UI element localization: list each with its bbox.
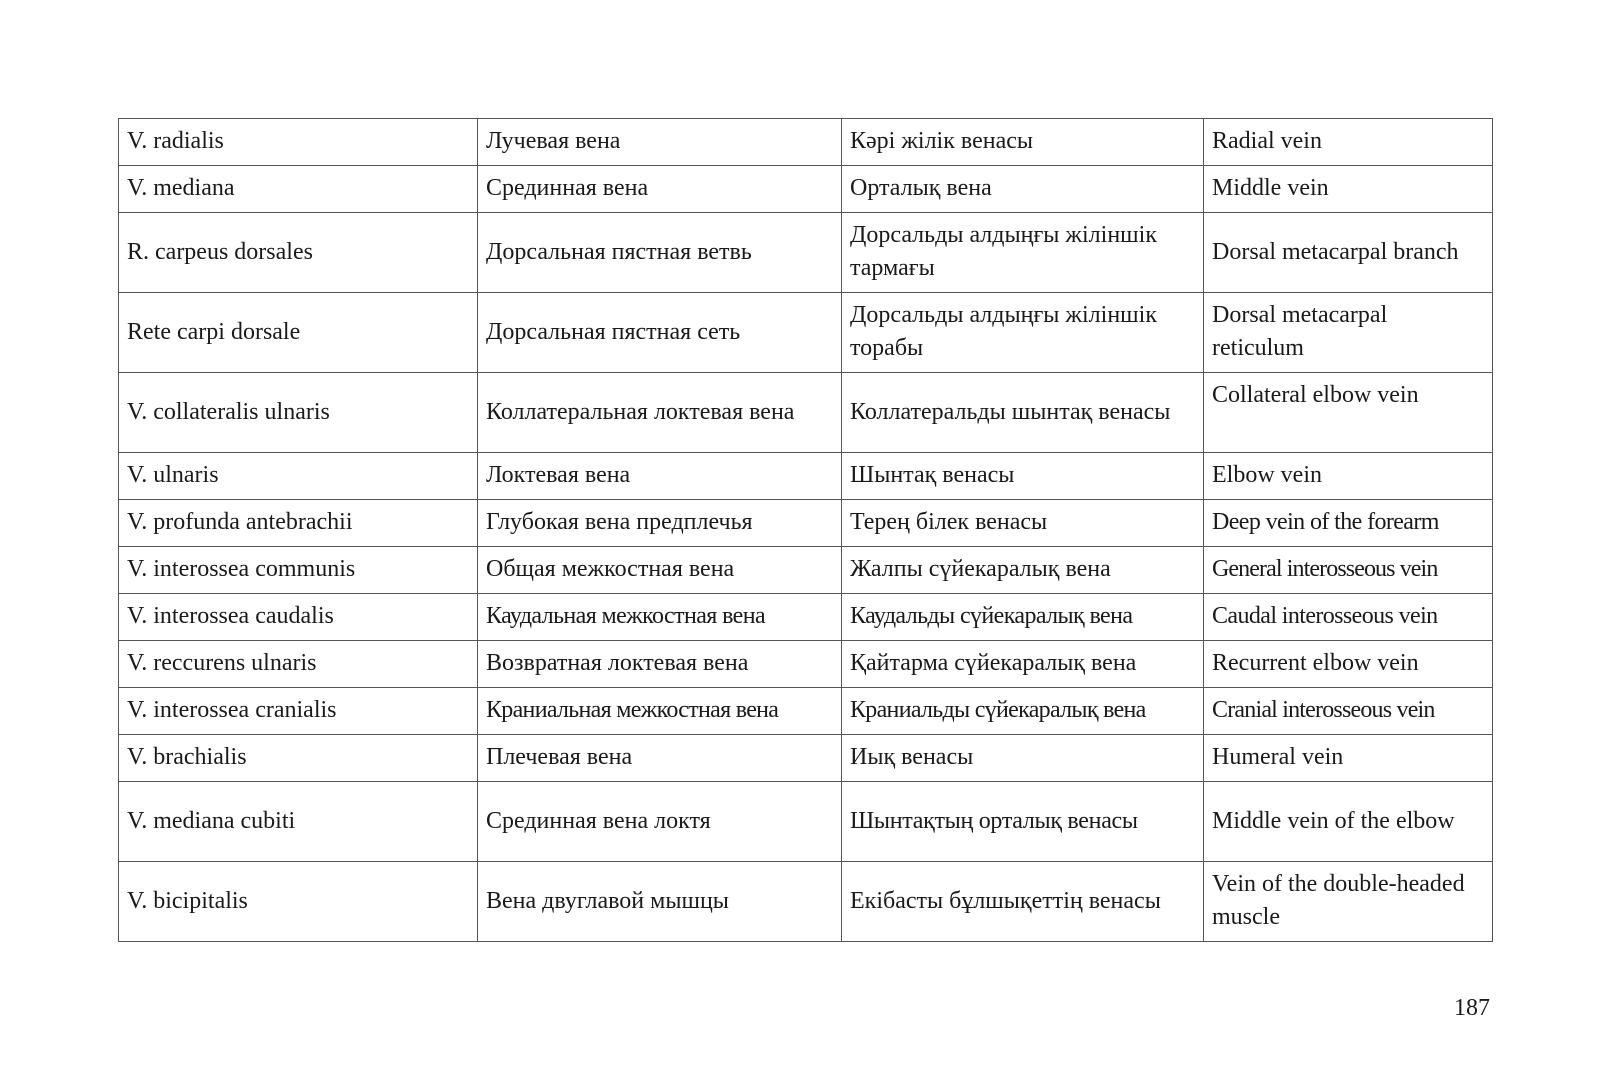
latin-term-cell: Rete carpi dorsale [119, 293, 478, 373]
table-row [119, 782, 1493, 862]
russian-term-cell: Общая межкостная вена [478, 547, 842, 594]
table-row [119, 688, 1493, 735]
latin-term-cell: V. collateralis ulnaris [119, 373, 478, 453]
russian-term-cell: Локтевая вена [478, 453, 842, 500]
english-term-cell: Deep vein of the forearm [1204, 500, 1493, 547]
russian-term-cell: Дорсальная пястная ветвь [478, 213, 842, 293]
kazakh-term-cell: Жалпы сүйекаралық вена [842, 547, 1204, 594]
table-row [119, 594, 1493, 641]
english-term-cell: Cranial interosseous vein [1204, 688, 1493, 735]
kazakh-term-cell: Кәрі жілік венасы [842, 119, 1204, 166]
latin-term-cell: V. profunda antebrachii [119, 500, 478, 547]
kazakh-term-cell: Каудальды сүйекаралық вена [842, 594, 1204, 641]
latin-term-cell: V. mediana [119, 166, 478, 213]
russian-term-cell: Каудальная межкостная вена [478, 594, 842, 641]
kazakh-term-cell: Екібасты бұлшықеттің венасы [842, 862, 1204, 942]
russian-term-cell: Лучевая вена [478, 119, 842, 166]
table-row [119, 166, 1493, 213]
latin-term-cell: V. ulnaris [119, 453, 478, 500]
kazakh-term-cell: Краниальды сүйекаралық вена [842, 688, 1204, 735]
russian-term-cell: Вена двуглавой мышцы [478, 862, 842, 942]
latin-term-cell: V. interossea caudalis [119, 594, 478, 641]
kazakh-term-cell: Коллатеральды шынтақ венасы [842, 373, 1204, 453]
russian-term-cell: Краниальная межкостная вена [478, 688, 842, 735]
kazakh-term-cell: Шынтақтың орталық венасы [842, 782, 1204, 862]
latin-term-cell: V. bicipitalis [119, 862, 478, 942]
table-row [119, 453, 1493, 500]
russian-term-cell: Срединная вена локтя [478, 782, 842, 862]
table-row [119, 293, 1493, 373]
english-term-cell: Recurrent elbow vein [1204, 641, 1493, 688]
latin-term-cell: V. interossea cranialis [119, 688, 478, 735]
kazakh-term-cell: Терең білек венасы [842, 500, 1204, 547]
table-row [119, 862, 1493, 942]
kazakh-term-cell: Дорсальды алдыңғы жіліншік тармағы [842, 213, 1204, 293]
latin-term-cell: R. carpeus dorsales [119, 213, 478, 293]
english-term-cell: Middle vein of the elbow [1204, 782, 1493, 862]
vein-terminology-table [118, 118, 1493, 942]
kazakh-term-cell: Дорсальды алдыңғы жіліншік торабы [842, 293, 1204, 373]
latin-term-cell: V. reccurens ulnaris [119, 641, 478, 688]
english-term-cell: Vein of the double-headed muscle [1204, 862, 1493, 942]
table-row [119, 735, 1493, 782]
russian-term-cell: Глубокая вена предплечья [478, 500, 842, 547]
english-term-cell: Humeral vein [1204, 735, 1493, 782]
russian-term-cell: Дорсальная пястная сеть [478, 293, 842, 373]
kazakh-term-cell: Қайтарма сүйекаралық вена [842, 641, 1204, 688]
russian-term-cell: Коллатеральная локтевая вена [478, 373, 842, 453]
english-term-cell: Dorsal metacarpal branch [1204, 213, 1493, 293]
table-row [119, 373, 1493, 453]
english-term-cell: Middle vein [1204, 166, 1493, 213]
russian-term-cell: Возвратная локтевая вена [478, 641, 842, 688]
latin-term-cell: V. interossea communis [119, 547, 478, 594]
table-row [119, 500, 1493, 547]
russian-term-cell: Срединная вена [478, 166, 842, 213]
kazakh-term-cell: Иық венасы [842, 735, 1204, 782]
table-row [119, 119, 1493, 166]
table-row [119, 641, 1493, 688]
page-number: 187 [1454, 995, 1490, 1021]
table-row [119, 547, 1493, 594]
english-term-cell: Collateral elbow vein [1204, 373, 1493, 453]
latin-term-cell: V. radialis [119, 119, 478, 166]
english-term-cell: Radial vein [1204, 119, 1493, 166]
english-term-cell: Caudal interosseous vein [1204, 594, 1493, 641]
russian-term-cell: Плечевая вена [478, 735, 842, 782]
english-term-cell: Elbow vein [1204, 453, 1493, 500]
table-row [119, 213, 1493, 293]
kazakh-term-cell: Шынтақ венасы [842, 453, 1204, 500]
latin-term-cell: V. brachialis [119, 735, 478, 782]
english-term-cell: Dorsal metacarpal reticulum [1204, 293, 1493, 373]
kazakh-term-cell: Орталық вена [842, 166, 1204, 213]
latin-term-cell: V. mediana cubiti [119, 782, 478, 862]
english-term-cell: General interosseous vein [1204, 547, 1493, 594]
